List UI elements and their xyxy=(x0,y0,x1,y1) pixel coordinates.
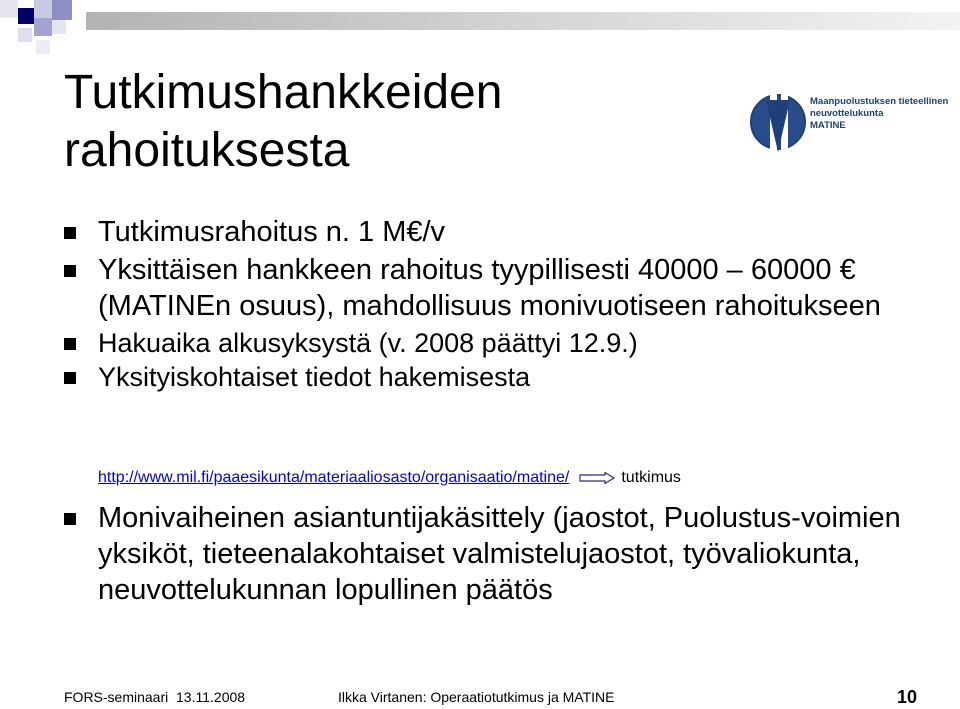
link-row xyxy=(98,467,681,489)
bullet-text: Yksittäisen hankkeen rahoitus tyypillisesti 40000 – 60000 € (MATINEn osuus), mahdollisuus monivuotiseen rahoitukseen xyxy=(98,254,881,322)
square-bullet-icon xyxy=(64,227,76,239)
deco-square xyxy=(18,8,34,24)
header-bar xyxy=(86,12,960,30)
bullet-text: Tutkimusrahoitus n. 1 M€/v xyxy=(98,216,446,248)
list-item xyxy=(64,252,924,324)
matine-link[interactable]: http://www.mil.fi/paaesikunta/materiaaliosasto/organisaatio/matine/ xyxy=(98,469,570,486)
deco-square xyxy=(18,28,32,42)
footer-left: FORS-seminaari 13.11.2008 xyxy=(64,689,246,705)
page-number: 10 xyxy=(897,687,918,707)
logo-line-2: neuvottelukunta xyxy=(810,108,884,119)
shield-emblem-icon xyxy=(748,86,808,158)
bullet-list-continued xyxy=(64,500,924,608)
arrow-right-icon xyxy=(579,472,615,484)
bullet-text: Monivaiheinen asiantuntijakäsittely (jaostot, Puolustus-voimien yksiköt, tieteenalakohtaiset valmistelujaostot, työvaliokunta, neuvottelukunnan lopullinen päätös xyxy=(98,502,901,606)
square-bullet-icon xyxy=(64,265,76,277)
square-bullet-icon xyxy=(64,513,76,525)
bullet-text: Yksityiskohtaiset tiedot hakemisesta xyxy=(98,362,531,392)
square-bullet-icon xyxy=(64,372,76,384)
bullet-list xyxy=(64,214,924,394)
footer-center: Ilkka Virtanen: Operaatiotutkimus ja MATINE xyxy=(338,689,615,705)
slide-title xyxy=(64,64,724,180)
header-decoration xyxy=(0,0,960,60)
deco-square xyxy=(52,0,72,20)
deco-square xyxy=(36,40,50,54)
bullet-text: Hakuaika alkusyksystä (v. 2008 päättyi 12.9.) xyxy=(98,328,638,358)
logo-line-3: MATINE xyxy=(810,120,846,131)
matine-logo xyxy=(748,86,949,158)
logo-line-1: Maanpuolustuksen tieteellinen xyxy=(810,96,949,107)
list-item xyxy=(64,214,924,250)
title-line-1: Tutkimushankkeiden xyxy=(64,66,503,119)
list-item xyxy=(64,500,924,608)
deco-square xyxy=(34,0,52,18)
deco-square xyxy=(34,18,52,36)
title-line-2: rahoituksesta xyxy=(64,124,350,177)
deco-square xyxy=(0,0,18,18)
list-item xyxy=(64,326,924,360)
list-item xyxy=(64,360,924,394)
deco-square xyxy=(52,20,66,34)
link-after-text: tutkimus xyxy=(621,469,681,486)
square-bullet-icon xyxy=(64,338,76,350)
